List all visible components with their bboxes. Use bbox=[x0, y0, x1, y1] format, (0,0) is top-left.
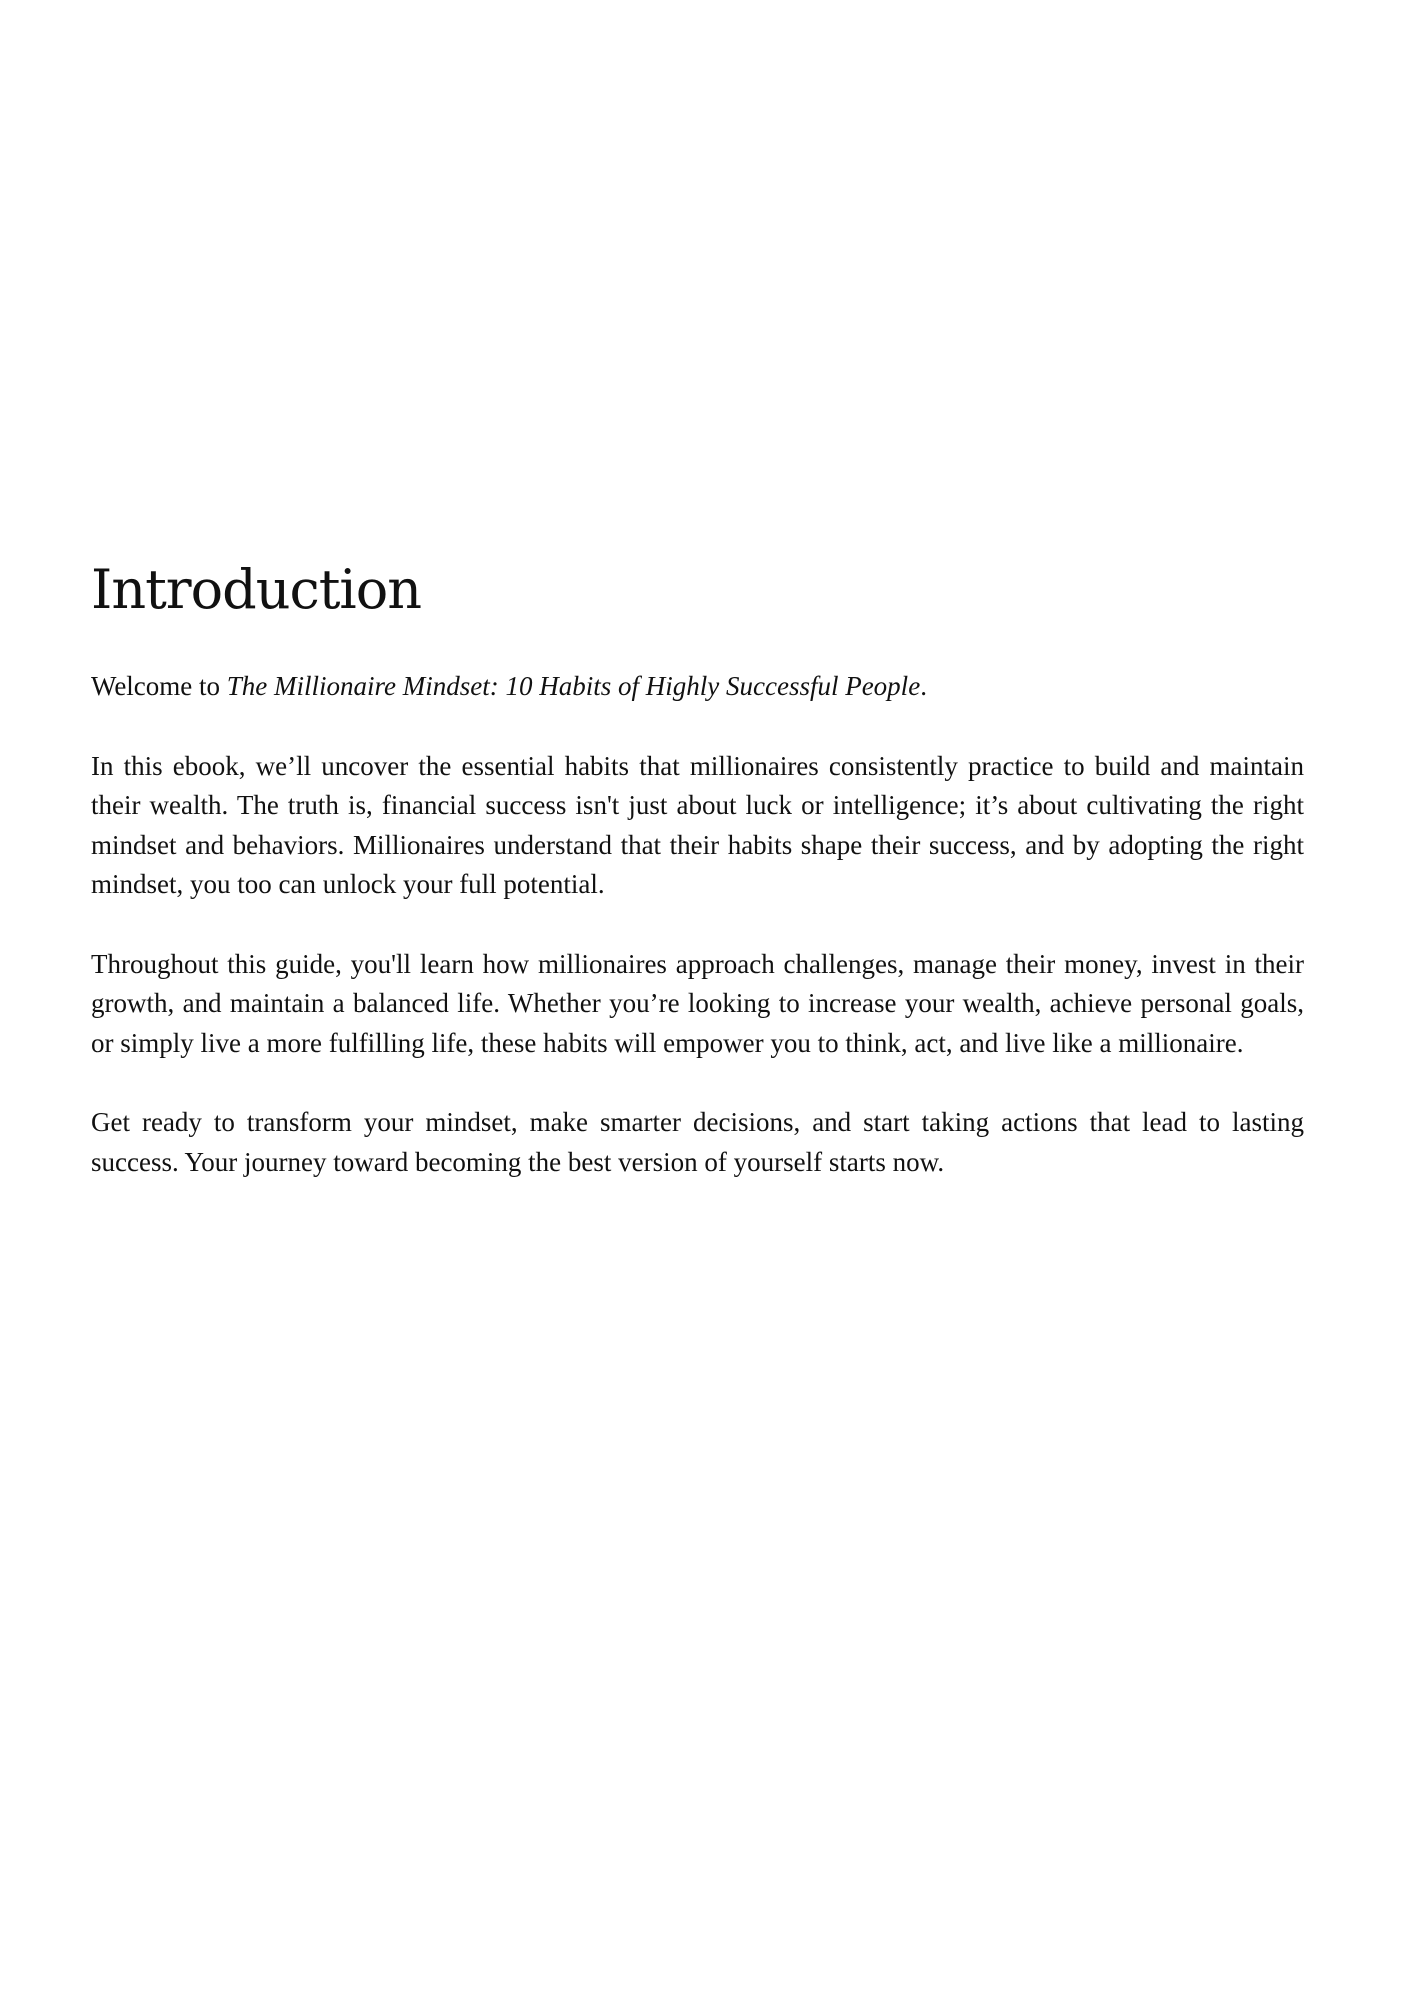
welcome-prefix: Welcome to bbox=[91, 671, 227, 702]
body-paragraph-habits: In this ebook, we’ll uncover the essential habits that millionaires consistently practice to build and maintain their wealth. The truth is, financial success isn't just about luck or intelligence; it’s about cultivating the right mindset and behaviors. Millionaires understand that their habits shape their success, and by adopting the right mindset, you too can unlock your full potential. bbox=[91, 750, 1304, 900]
welcome-suffix: . bbox=[920, 671, 927, 702]
welcome-paragraph bbox=[91, 667, 1304, 707]
book-title: The Millionaire Mindset: 10 Habits of Highly Successful People bbox=[226, 671, 921, 702]
body-paragraph-journey: Get ready to transform your mindset, make smarter decisions, and start taking actions that lead to lasting success. Your journey toward becoming the best version of yourself starts now. bbox=[91, 1107, 1304, 1177]
page-title: Introduction bbox=[91, 558, 421, 621]
introduction-section bbox=[91, 560, 1304, 1222]
body-paragraph-guide: Throughout this guide, you'll learn how millionaires approach challenges, manage their money, invest in their growth, and maintain a balanced life. Whether you’re looking to increase your wealth, achieve personal goals, or simply live a more fulfilling life, these habits will empower you to think, act, and live like a millionaire. bbox=[91, 948, 1304, 1058]
